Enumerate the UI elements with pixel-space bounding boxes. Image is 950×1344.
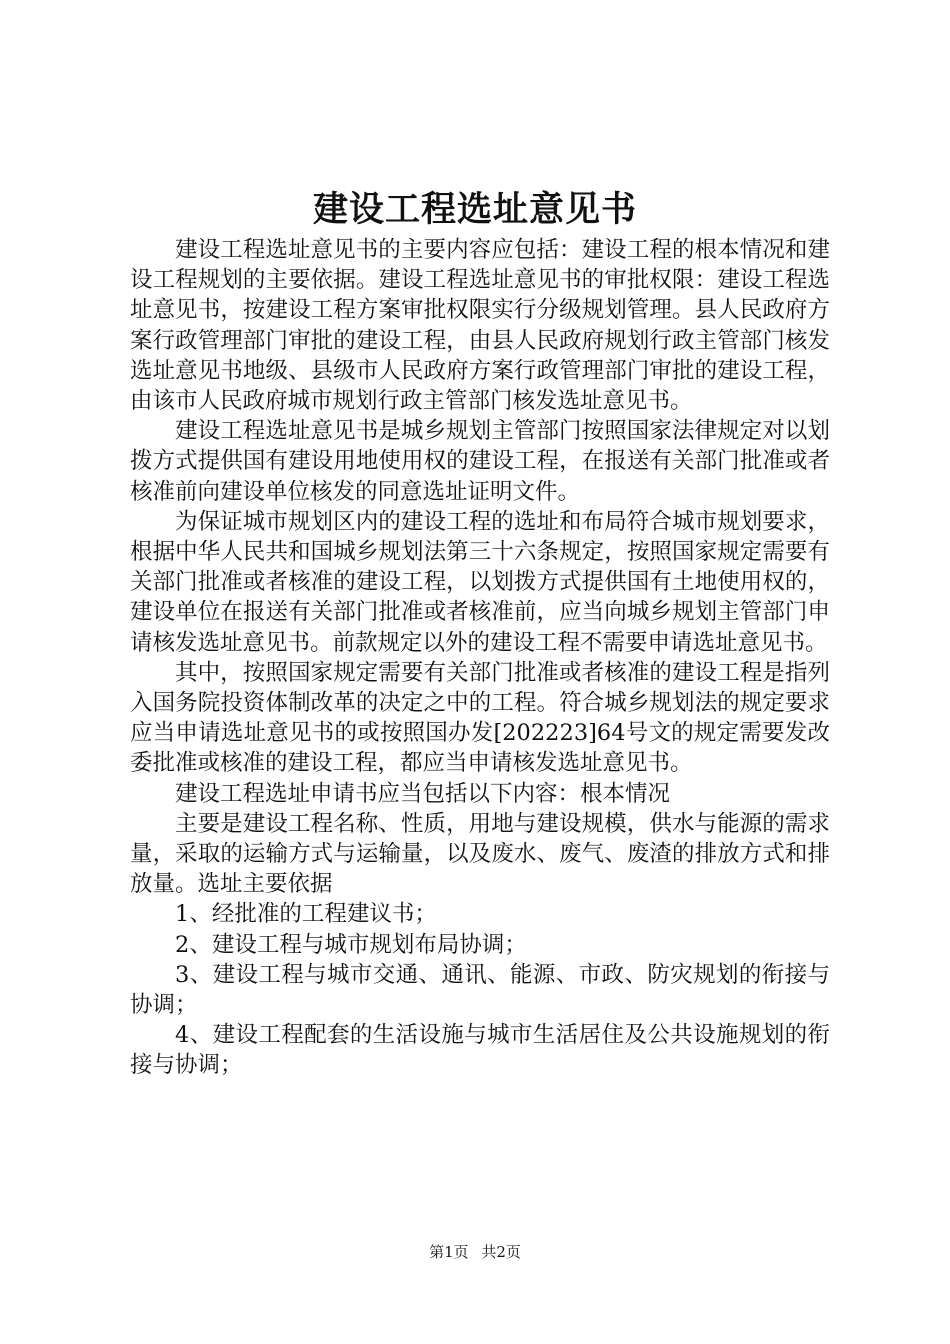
list-item: 1、经批准的工程建议书； [175, 901, 437, 928]
paragraph: 建设工程选址意见书是城乡规划主管部门按照国家法律规定对以划拨方式提供国有建设用地使用权的建设工程，在报送有关部门批准或者核准前向建设单位核发的同意选址证明文件。 [130, 418, 830, 505]
page-number: 第1页 [429, 1243, 469, 1261]
page-footer [0, 1242, 950, 1262]
paragraph: 为保证城市规划区内的建设工程的选址和布局符合城市规划要求，根据中华人民共和国城乡规划法第三十六条规定，按照国家规定需要有关部门批准或者核准的建设工程，以划拨方式提供国有土地使用权的，建设单位在报送有关部门批准或者核准前，应当向城乡规划主管部门申请核发选址意见书。前款规定以外的建设工程不需要申请选址意见书。 [130, 508, 830, 656]
paragraph: 建设工程选址申请书应当包括以下内容：根本情况 [175, 780, 671, 807]
paragraph: 建设工程选址意见书的主要内容应包括：建设工程的根本情况和建设工程规划的主要依据。建设工程选址意见书的审批权限：建设工程选址意见书，按建设工程方案审批权限实行分级规划管理。县人民政府方案行政管理部门审批的建设工程，由县人民政府规划行政主管部门核发选址意见书地级、县级市人民政府方案行政管理部门审批的建设工程，由该市人民政府城市规划行政主管部门核发选址意见书。 [130, 237, 830, 415]
document-title: 建设工程选址意见书 [312, 189, 637, 230]
list-item: 4、建设工程配套的生活设施与城市生活居住及公共设施规划的衔接与协调； [130, 1022, 830, 1079]
document-body [130, 235, 830, 1081]
paragraph: 主要是建设工程名称、性质，用地与建设规模，供水与能源的需求量，采取的运输方式与运输量，以及废水、废气、废渣的排放方式和排放量。选址主要依据 [130, 810, 830, 898]
page-total: 共2页 [481, 1243, 521, 1261]
list-item: 2、建设工程与城市规划布局协调； [175, 931, 527, 958]
paragraph: 其中，按照国家规定需要有关部门批准或者核准的建设工程是指列入国务院投资体制改革的决定之中的工程。符合城乡规划法的规定要求应当申请选址意见书的或按照国办发[202223]64号文的规定需要发改委批准或核准的建设工程，都应当申请核发选址意见书。 [130, 659, 830, 777]
list-item: 3、建设工程与城市交通、通讯、能源、市政、防灾规划的衔接与协调； [130, 961, 830, 1019]
